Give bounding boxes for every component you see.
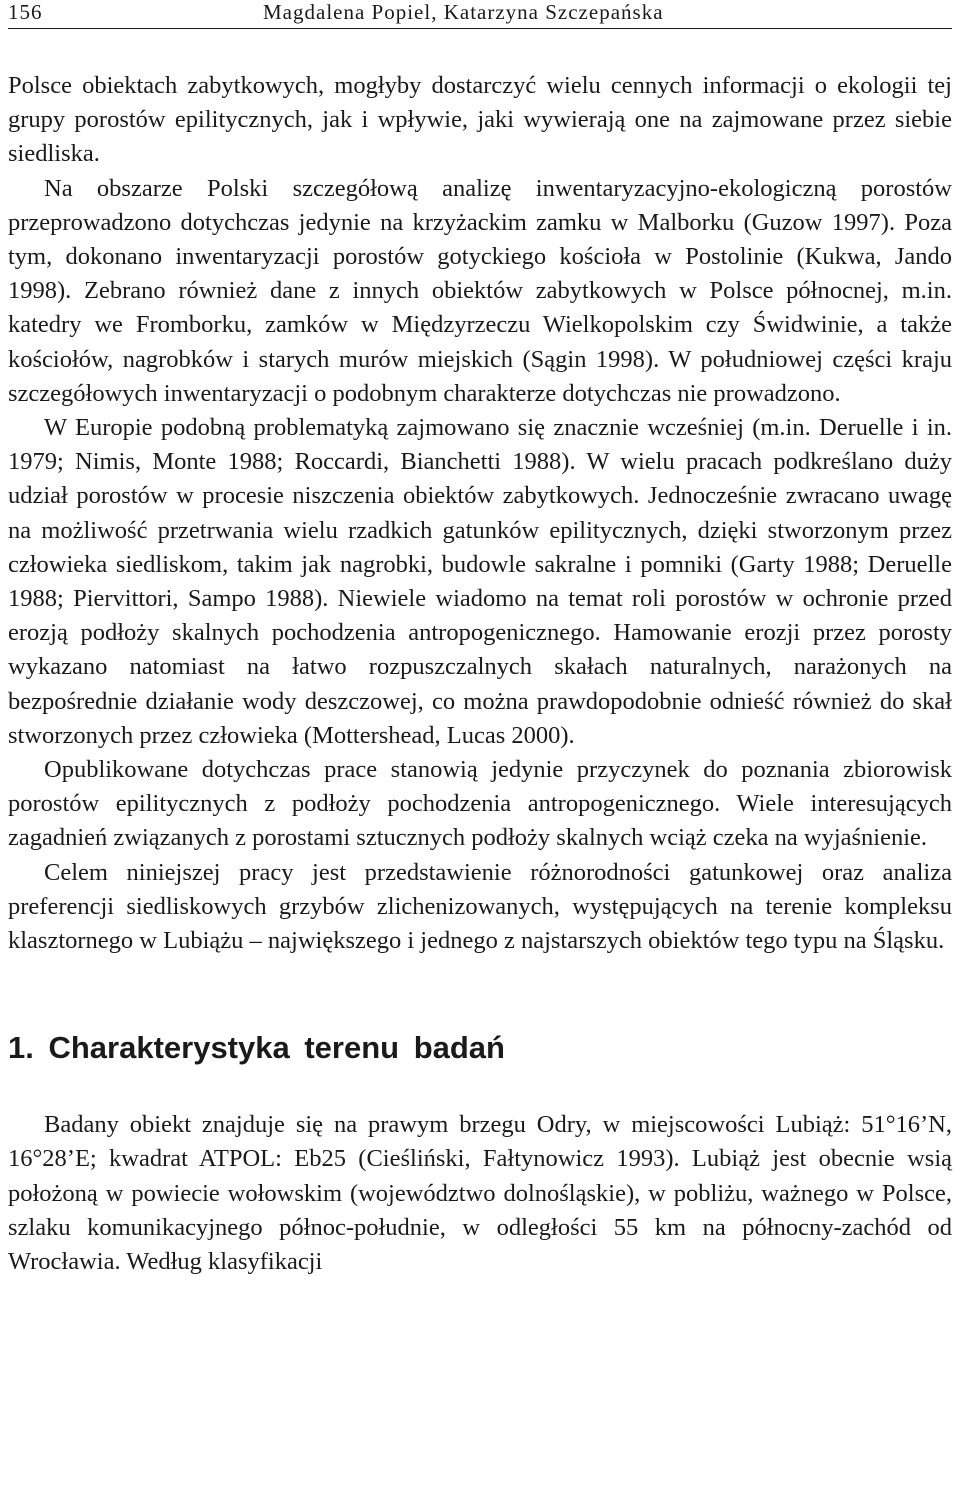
paragraph-study-area: Badany obiekt znajduje się na prawym brzegu Odry, w miejscowości Lubiąż: 51°16’N, 16°28’E; kwadrat ATPOL: Eb25 (Cieśliński, Fałtynowicz 1993). Lubiąż jest obecnie wsią położoną w powiecie wołowskim (województwo dolnośląskie), w pobliżu, ważnego w Polsce, szlaku komunikacyjnego północ-południe, w odległości 55 km na północny-zachód od Wrocławia. Według klasyfikacji — [8, 1111, 952, 1276]
running-head — [8, 0, 952, 28]
header-rule — [8, 28, 952, 29]
paragraph-continued: Polsce obiektach zabytkowych, mogłyby dostarczyć wielu cennych informacji o ekologii tej grupy porostów epilitycznych, jak i wpływie, jaki wywierają one na zajmowane przez siebie siedliska. — [8, 72, 952, 168]
paragraph-aim: Celem niniejszej pracy jest przedstawienie różnorodności gatunkowej oraz analiza preferencji siedliskowych grzybów zlichenizowanych, występujących na terenie kompleksu klasztornego w Lubiążu – największego i jednego z najstarszych obiektów tego typu na Śląsku. — [8, 858, 952, 955]
paragraph-europe-studies: W Europie podobną problematyką zajmowano się znacznie wcześniej (m.in. Deruelle i in. 1979; Nimis, Monte 1988; Roccardi, Bianchetti 1988). W wielu pracach podkreślano duży udział porostów w procesie niszczenia obiektów zabytkowych. Jednocześnie zwracano uwagę na możliwość przetrwania wielu rzadkich gatunków epilitycznych, dzięki stworzonym przez człowieka siedliskom, takim jak nagrobki, budowle sakralne i pomniki (Garty 1988; Deruelle 1988; Piervittori, Sampo 1988). Niewiele wiadomo na temat roli porostów w ochronie przed erozją podłoży skalnych pochodzenia antropogenicznego. Hamowanie erozji przez porosty wykazano natomiast na łatwo rozpuszczalnych skałach naturalnych, narażonych na bezpośrednie działanie wody deszczowej, co można prawdopodobnie odnieść również do skał stworzonych przez człowieka (Mottershead, Lucas 2000). — [8, 414, 952, 749]
section-heading: 1. Charakterystyka terenu badań — [8, 1030, 505, 1066]
running-head-authors: Magdalena Popiel, Katarzyna Szczepańska — [263, 0, 664, 24]
paragraph-poland-studies: Na obszarze Polski szczegółową analizę inwentaryzacyjno-ekologiczną porostów przeprowadzono dotychczas jedynie na krzyżackim zamku w Malborku (Guzow 1997). Poza tym, dokonano inwentaryzacji porostów gotyckiego kościoła w Postolinie (Kukwa, Jando 1998). Zebrano również dane z innych obiektów zabytkowych w Polsce północnej, m.in. katedry we Fromborku, zamków w Międzyrzeczu Wielkopolskim czy Świdwinie, a także kościołów, nagrobków i starych murów miejskich (Sągin 1998). W południowej części kraju szczegółowych inwentaryzacji o podobnym charakterze dotychczas nie prowadzono. — [8, 174, 952, 407]
paragraph-published-works: Opublikowane dotychczas prace stanowią jedynie przyczynek do poznania zbiorowisk porostów epilitycznych z podłoży pochodzenia antropogenicznego. Wiele interesujących zagadnień związanych z porostami sztucznych podłoży skalnych wciąż czeka na wyjaśnienie. — [8, 756, 952, 852]
page-number: 156 — [8, 0, 43, 24]
